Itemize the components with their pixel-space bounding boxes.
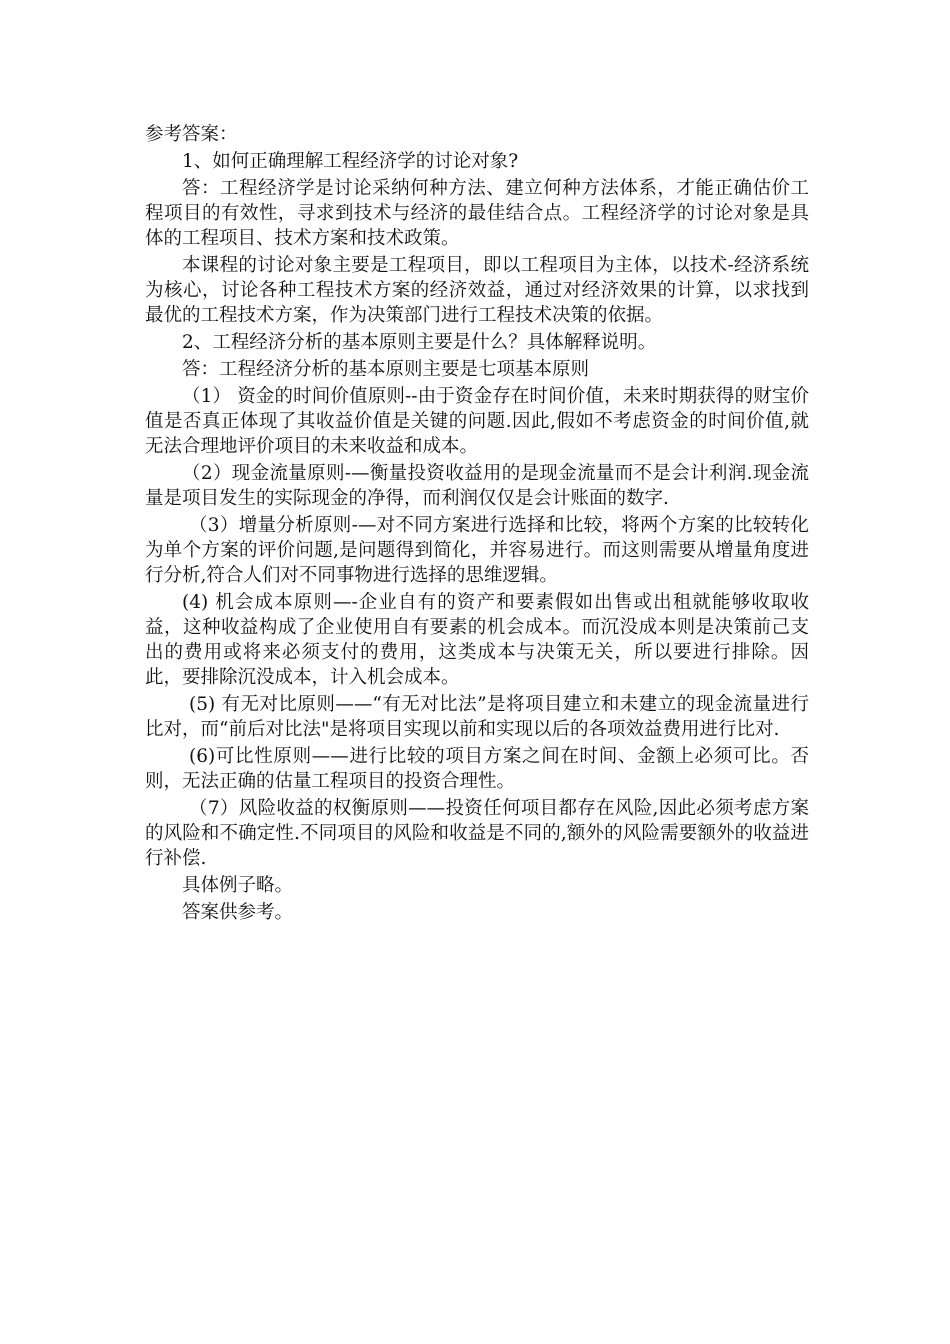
answer-1: 答：工程经济学是讨论采纳何种方法、建立何种方法体系，才能正确估价工程项目的有效性，寻求到技术与经济的最佳结合点。工程经济学的讨论对象是具体的工程项目、技术方案和技术政策。 — [145, 178, 809, 249]
question-1: 1、如何正确理解工程经济学的讨论对象? — [182, 151, 519, 172]
question-2: 2、工程经济分析的基本原则主要是什么？具体解释说明。 — [182, 332, 657, 353]
principle-4: (4) 机会成本原则—-企业自有的资产和要素假如出售或出租就能够收取收益，这种收益构成了企业使用自有要素的机会成本。而沉没成本则是决策前己支出的费用或将来必须支付的费用，这类成本与决策无关，所以要进行排除。因此，要排除沉没成本，计入机会成本。 — [145, 592, 809, 688]
principle-5: (5) 有无对比原则——“有无对比法”是将项目建立和未建立的现金流量进行比对，而“前后对比法"是将项目实现以前和实现以后的各项效益费用进行比对. — [145, 694, 809, 740]
principle-7: （7）风险收益的权衡原则——投资任何项目都存在风险,因此必须考虑方案的风险和不确定性.不同项目的风险和收益是不同的,额外的风险需要额外的收益进行补偿. — [145, 798, 809, 869]
closing-note: 答案供参考。 — [182, 902, 294, 923]
principle-3: （3）增量分析原则-—对不同方案进行选择和比较，将两个方案的比较转化为单个方案的评价问题,是问题得到简化，并容易进行。而这则需要从增量角度进行分析,符合人们对不同事物进行选择的思维逻辑。 — [145, 515, 809, 586]
principle-6: (6)可比性原则——进行比较的项目方案之间在时间、金额上必须可比。否则，无法正确的估量工程项目的投资合理性。 — [145, 746, 809, 792]
answer-1-detail: 本课程的讨论对象主要是工程项目，即以工程项目为主体，以技术-经济系统为核心，讨论各种工程技术方案的经济效益，通过对经济效果的计算，以求找到最优的工程技术方案，作为决策部门进行工程技术决策的依据。 — [145, 255, 809, 326]
principle-1: （1） 资金的时间价值原则--由于资金存在时间价值，未来时期获得的财宝价值是否真正体现了其收益价值是关键的问题.因此,假如不考虑资金的时间价值,就无法合理地评价项目的未来收益和成本。 — [145, 386, 809, 457]
answer-2-intro: 答：工程经济分析的基本原则主要是七项基本原则 — [182, 359, 590, 380]
document-heading: 参考答案： — [145, 124, 238, 145]
document-body — [145, 122, 809, 927]
examples-note: 具体例子略。 — [182, 875, 294, 896]
principle-2: （2）现金流量原则-—衡量投资收益用的是现金流量而不是会计利润.现金流量是项目发生的实际现金的净得，而利润仅仅是会计账面的数字. — [145, 463, 809, 509]
